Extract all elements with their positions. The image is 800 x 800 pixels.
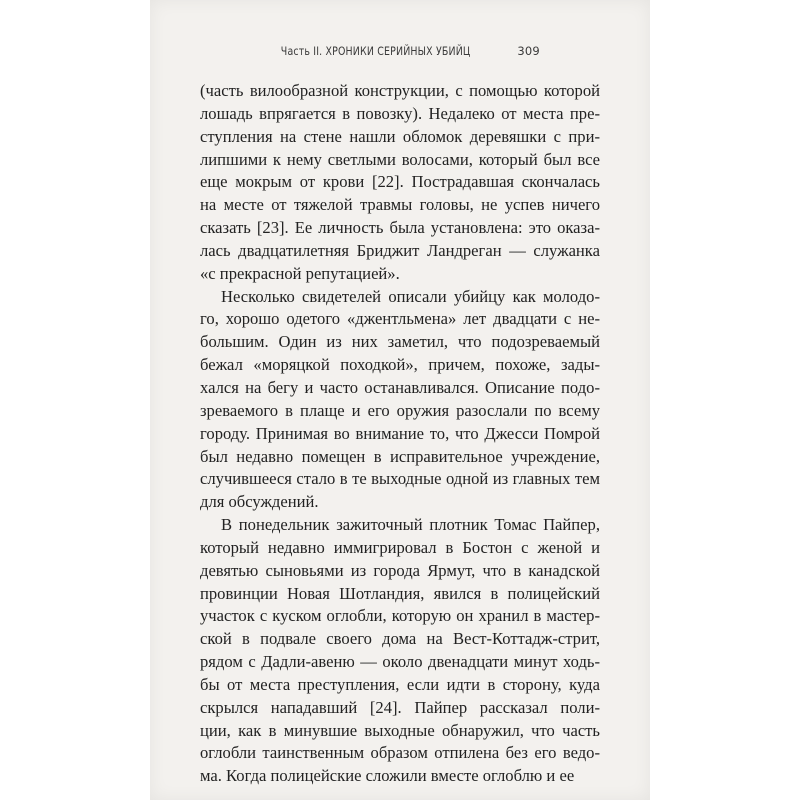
text-line: ма. Когда полицейские сложили вместе оглоблю и ее [200,766,575,786]
page-number: 309 [517,44,540,58]
text-line: ступления на стене нашли обломок деревяшки с при- [200,126,600,146]
text-line: ции, как в минувшие выходные обнаружил, что часть [200,720,600,740]
text-line: хался на бегу и часто останавливался. Описание подо- [200,377,600,397]
text-line: случившееся стало в те выходные одной из главных тем [200,469,600,489]
text-line: который недавно иммигрировал в Бостон с женой и [200,537,600,557]
text-line: большим. Один из них заметил, что подозреваемый [200,332,600,352]
text-line: оглобли таинственным образом отпилена без его ведо- [200,743,600,763]
running-head-title: Часть II. ХРОНИКИ СЕРИЙНЫХ УБИЙЦ [280,44,471,58]
text-line: го, хорошо одетого «джентльмена» лет двадцати с не- [200,309,600,329]
paragraph [200,514,600,788]
text-line: рядом с Дадли-авеню — около двенадцати минут ходь- [200,652,600,672]
text-line: для обсуждений. [200,492,319,512]
text-line: В понедельник зажиточный плотник Томас Пайпер, [221,515,600,535]
book-page [150,0,650,800]
text-line: липшими к нему светлыми волосами, который был все [200,149,600,169]
text-line: участок с куском оглобли, которую он хранил в мастер- [200,606,600,626]
text-line: бы от места преступления, если идти в сторону, куда [200,674,600,694]
text-line: зреваемого в плаще и его оружия разослали по всему [200,400,600,420]
paragraph [200,80,600,286]
text-line: скрылся нападавший [24]. Пайпер рассказал поли- [200,697,600,717]
paragraph [200,286,600,514]
text-line: бежал «моряцкой походкой», причем, похоже, зады- [200,355,600,375]
text-line: девятью сыновьями из города Ярмут, что в канадской [200,560,600,580]
text-line: (часть вилообразной конструкции, с помощью которой [200,81,600,100]
text-line: городу. Принимая во внимание то, что Джесси Помрой [200,423,600,443]
text-line: лошадь впрягается в повозку). Недалеко от места пре- [200,103,600,123]
text-line: провинции Новая Шотландия, явился в полицейский [200,583,600,603]
text-line: Несколько свидетелей описали убийцу как молодо- [221,286,600,306]
text-line: еще мокрым от крови [22]. Пострадавшая скончалась [200,172,600,192]
text-line: был недавно помещен в исправительное учреждение, [200,446,600,466]
text-line: на месте от тяжелой травмы головы, не успев ничего [200,195,600,215]
text-line: лась двадцатилетняя Бриджит Ландреган — служанка [200,240,600,260]
body-text [200,80,600,788]
text-line: «с прекрасной репутацией». [200,263,400,283]
text-line: сказать [23]. Ее личность была установлена: это оказа- [200,218,600,238]
text-line: ской в подвале своего дома на Вест-Коттадж-стрит, [200,629,600,649]
running-head [150,44,650,58]
